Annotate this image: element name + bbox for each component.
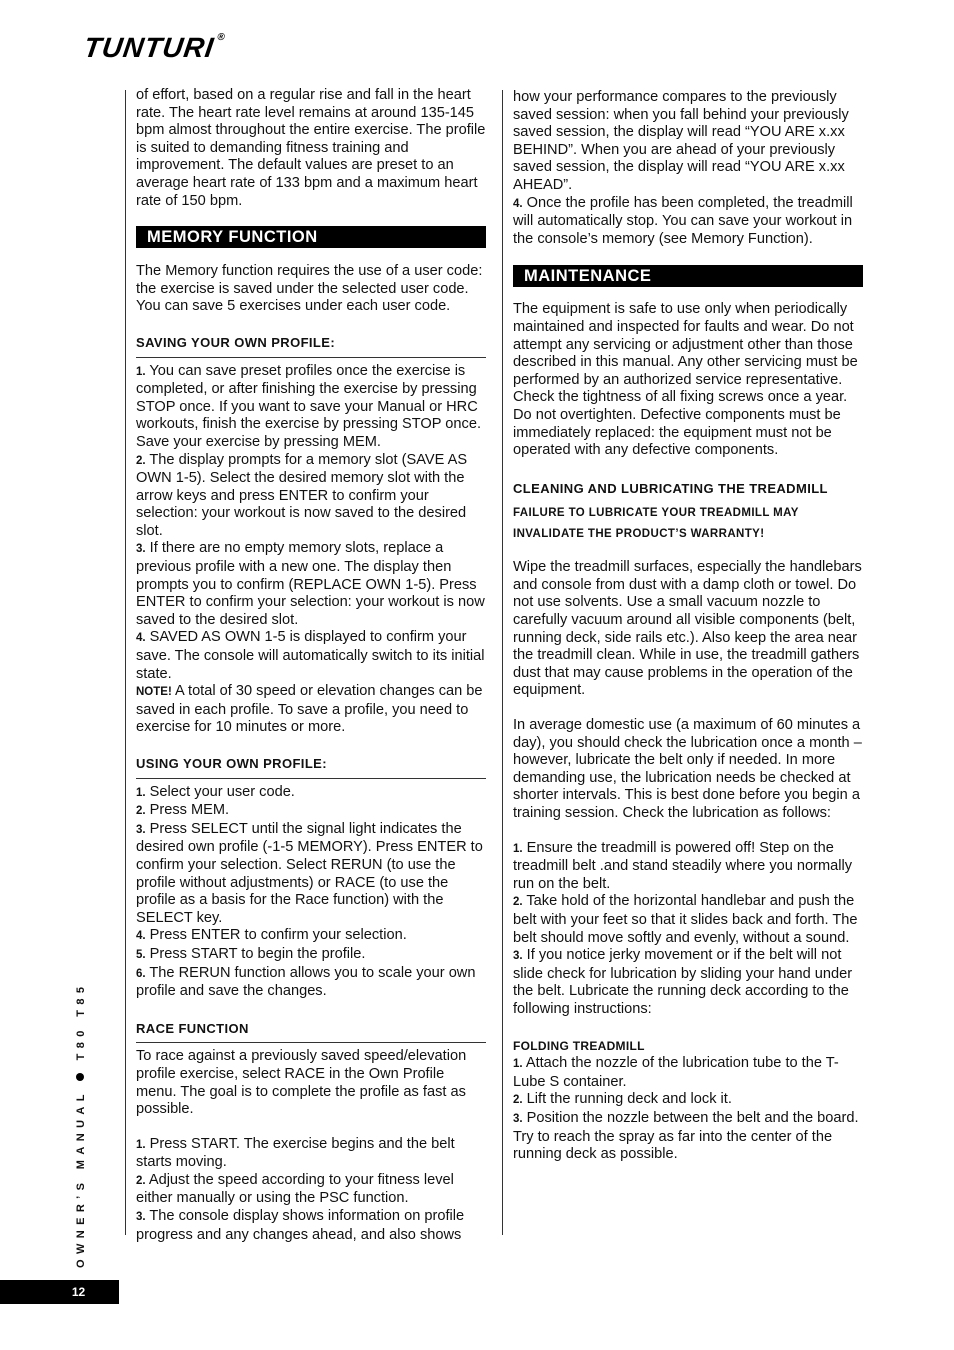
right-column-rule [502,90,503,1235]
step-number: 4. [136,930,146,943]
step-number: 2. [136,1174,146,1187]
step-text: Ensure the treadmill is powered off! Step on the treadmill belt .and stand steadily where you normally run on the belt. [513,839,853,892]
step-number: 2. [513,896,523,909]
step-text: The display prompts for a memory slot (SAVE AS OWN 1-5). Select the desired memory slot with the arrow keys and press ENTER to confirm your selection: your workout is now saved to the desired slot. [136,451,468,539]
step-text: Lift the running deck and lock it. [526,1091,732,1108]
step-item [136,965,486,1001]
step-number: 3. [513,1112,523,1125]
domestic-use-paragraph: In average domestic use (a maximum of 60 minutes a day), you should check the lubrication once a month – however, lubricate the belt only if needed. In more demanding use, the lubrication needs be checked at shorter intervals. This is best done before you begin a training session. Check the lubrication as follows: [513,717,862,821]
step-number: 2. [136,454,146,467]
step-number: 2. [513,1094,523,1107]
step-text: If you notice jerky movement or if the belt will not slide check for lubrication by sliding your hand under the belt. Lubricate the running deck according to the following instructions: [513,947,853,1017]
model-label: T80 T85 [75,981,87,1061]
step-item [136,452,486,541]
step-item [513,893,863,947]
step-number: 4. [513,197,523,210]
step-item [136,629,486,683]
step-item [136,927,486,946]
memory-function-heading: MEMORY FUNCTION [136,226,486,248]
step-number: 1. [136,786,146,799]
step-number: 4. [136,632,146,645]
step-item [136,1136,486,1172]
race-paragraph: To race against a previously saved speed/elevation profile exercise, select RACE in the Own Profile menu. The goal is to complete the profile as fast as possible. [136,1048,467,1118]
brand-mark: ® [216,32,227,43]
continued-paragraph: how your performance compares to the previously saved session: when you fall behind your previously saved session, the display will read “YOU ARE x.xx BEHIND”. When you are ahead of your previously saved session, the display will read “YOU ARE x.xx AHEAD”. [513,89,849,193]
step-text: Press SELECT until the signal light indicates the desired own profile (-1-5 MEMORY). Press ENTER to confirm your selection. Select RERUN (to use the profile without adjustments) or RACE (to use the profile as a basis for the Race function) with the SELECT key. [136,820,483,926]
brand-name: TUNTURI [81,32,217,63]
left-column [136,87,486,1244]
step-item [513,1055,863,1091]
step-number: 3. [513,950,523,963]
step-text: Press ENTER to confirm your selection. [149,927,407,944]
step-item [513,947,863,1018]
step-text: The RERUN function allows you to scale your own profile and save the changes. [136,964,476,1000]
step-text: Press MEM. [149,802,230,819]
step-item [136,784,486,803]
step-item [136,1208,486,1244]
step-number: 1. [136,365,146,378]
step-number: 1. [513,1058,523,1071]
step-number: 1. [513,842,523,855]
page-number: 12 [0,1280,119,1304]
step-item [136,1172,486,1208]
step-text: You can save preset profiles once the exercise is completed, or after finishing the exercise by pressing STOP once. If you want to save your Manual or HRC workouts, finish the exercise by pressing STOP once. Save your exercise by pressing MEM. [136,362,482,450]
step-item [136,946,486,965]
step-number: 2. [136,805,146,818]
cleaning-heading: CLEANING AND LUBRICATING THE TREADMILL [513,480,828,496]
step-item [513,840,863,894]
step-text: Select your user code. [149,783,295,800]
note-text: A total of 30 speed or elevation changes can be saved in each profile. To save a profile, you need to exercise for 10 minutes or more. [136,683,483,736]
step-text: Attach the nozzle of the lubrication tube to the T-Lube S container. [513,1055,839,1090]
step-item [136,540,486,629]
wipe-paragraph: Wipe the treadmill surfaces, especially the handlebars and console from dust with a damp cloth or towel. Do not use solvents. Use a small vacuum nozzle to carefully vacuum around all visible components (belt, running deck, side rails etc.). Also keep the area near the treadmill clean. While in use, the treadmill gathers dust that may cause problems in the operation of the equipment. [513,559,862,699]
maintenance-paragraph: The equipment is safe to use only when periodically maintained and inspected for faults and wear. Do not attempt any servicing or adjustment other than those described in this manual. Any other servicing must be performed by an authorized service representative. Check the tightness of all fixing screws once a year. Do not overtighten. Defective components must be immediately replaced: the equipment must not be operated with any defective components. [513,301,858,459]
step-item [513,1110,863,1164]
step-item [136,363,486,452]
maintenance-heading: MAINTENANCE [513,265,863,287]
step-text: Press START. The exercise begins and the belt starts moving. [136,1135,455,1171]
saving-steps [136,363,486,737]
note-item [136,683,486,737]
folding-steps [513,1055,863,1164]
using-profile-heading: USING YOUR OWN PROFILE: [136,755,486,779]
step-item [136,821,486,928]
step-number: 6. [136,967,146,980]
race-steps [136,1136,486,1245]
step-text: Adjust the speed according to your fitness level either manually or using the PSC function. [136,1171,454,1207]
right-column [513,89,863,1164]
step-number: 5. [136,948,146,961]
step-text: Position the nozzle between the belt and the board. Try to reach the spray as far into the center of the running deck as possible. [513,1109,859,1163]
memory-paragraph: The Memory function requires the use of a user code: the exercise is saved under the selected user code. You can save 5 exercises under each user code. [136,263,483,315]
check-steps [513,840,863,1019]
manual-label: OWNER’S MANUAL [75,1089,87,1268]
step-item [513,1091,863,1110]
step-text: Press START to begin the profile. [149,945,366,962]
step-number: 3. [136,543,146,556]
note-label: NOTE! [136,686,172,699]
step-text: Take hold of the horizontal handlebar and push the belt with your feet so that it slides back and forth. The belt should move softly and evenly, without a sound. [513,893,858,946]
bullet-dot-icon [76,1073,84,1081]
step-text: SAVED AS OWN 1-5 is displayed to confirm your save. The console will automatically switch to its initial state. [136,629,485,682]
saving-profile-heading: SAVING YOUR OWN PROFILE: [136,334,486,358]
step-number: 1. [136,1138,146,1151]
race-function-heading: RACE FUNCTION [136,1020,486,1044]
warranty-warning: FAILURE TO LUBRICATE YOUR TREADMILL MAY INVALIDATE THE PRODUCT’S WARRANTY! [513,507,799,541]
step-text: The console display shows information on profile progress and any changes ahead, and also shows [136,1208,465,1243]
left-column-rule [125,90,126,1235]
side-manual-label [75,982,87,1268]
step-number: 3. [136,1211,146,1224]
step-text: If there are no empty memory slots, replace a previous profile with a new one. The display then prompts you to confirm (REPLACE OWN 1-5). Press ENTER to confirm your selection: your workout is now saved to the desired slot. [136,540,485,628]
step-number: 3. [136,823,146,836]
folding-treadmill-heading: FOLDING TREADMILL [513,1038,645,1053]
brand-logo [82,32,227,64]
step-item [513,195,863,249]
step-text: Once the profile has been completed, the treadmill will automatically stop. You can save your workout in the console’s memory (see Memory Function). [513,194,853,247]
intro-paragraph: of effort, based on a regular rise and fall in the heart rate. The heart rate level remains at around 135-145 bpm almost throughout the entire exercise. The profile is suited to demanding fitness training and improvement. The default values are preset to an average heart rate of 133 bpm and a maximum heart rate of 150 bpm. [136,87,486,209]
step-item [136,802,486,821]
using-steps [136,784,486,1001]
